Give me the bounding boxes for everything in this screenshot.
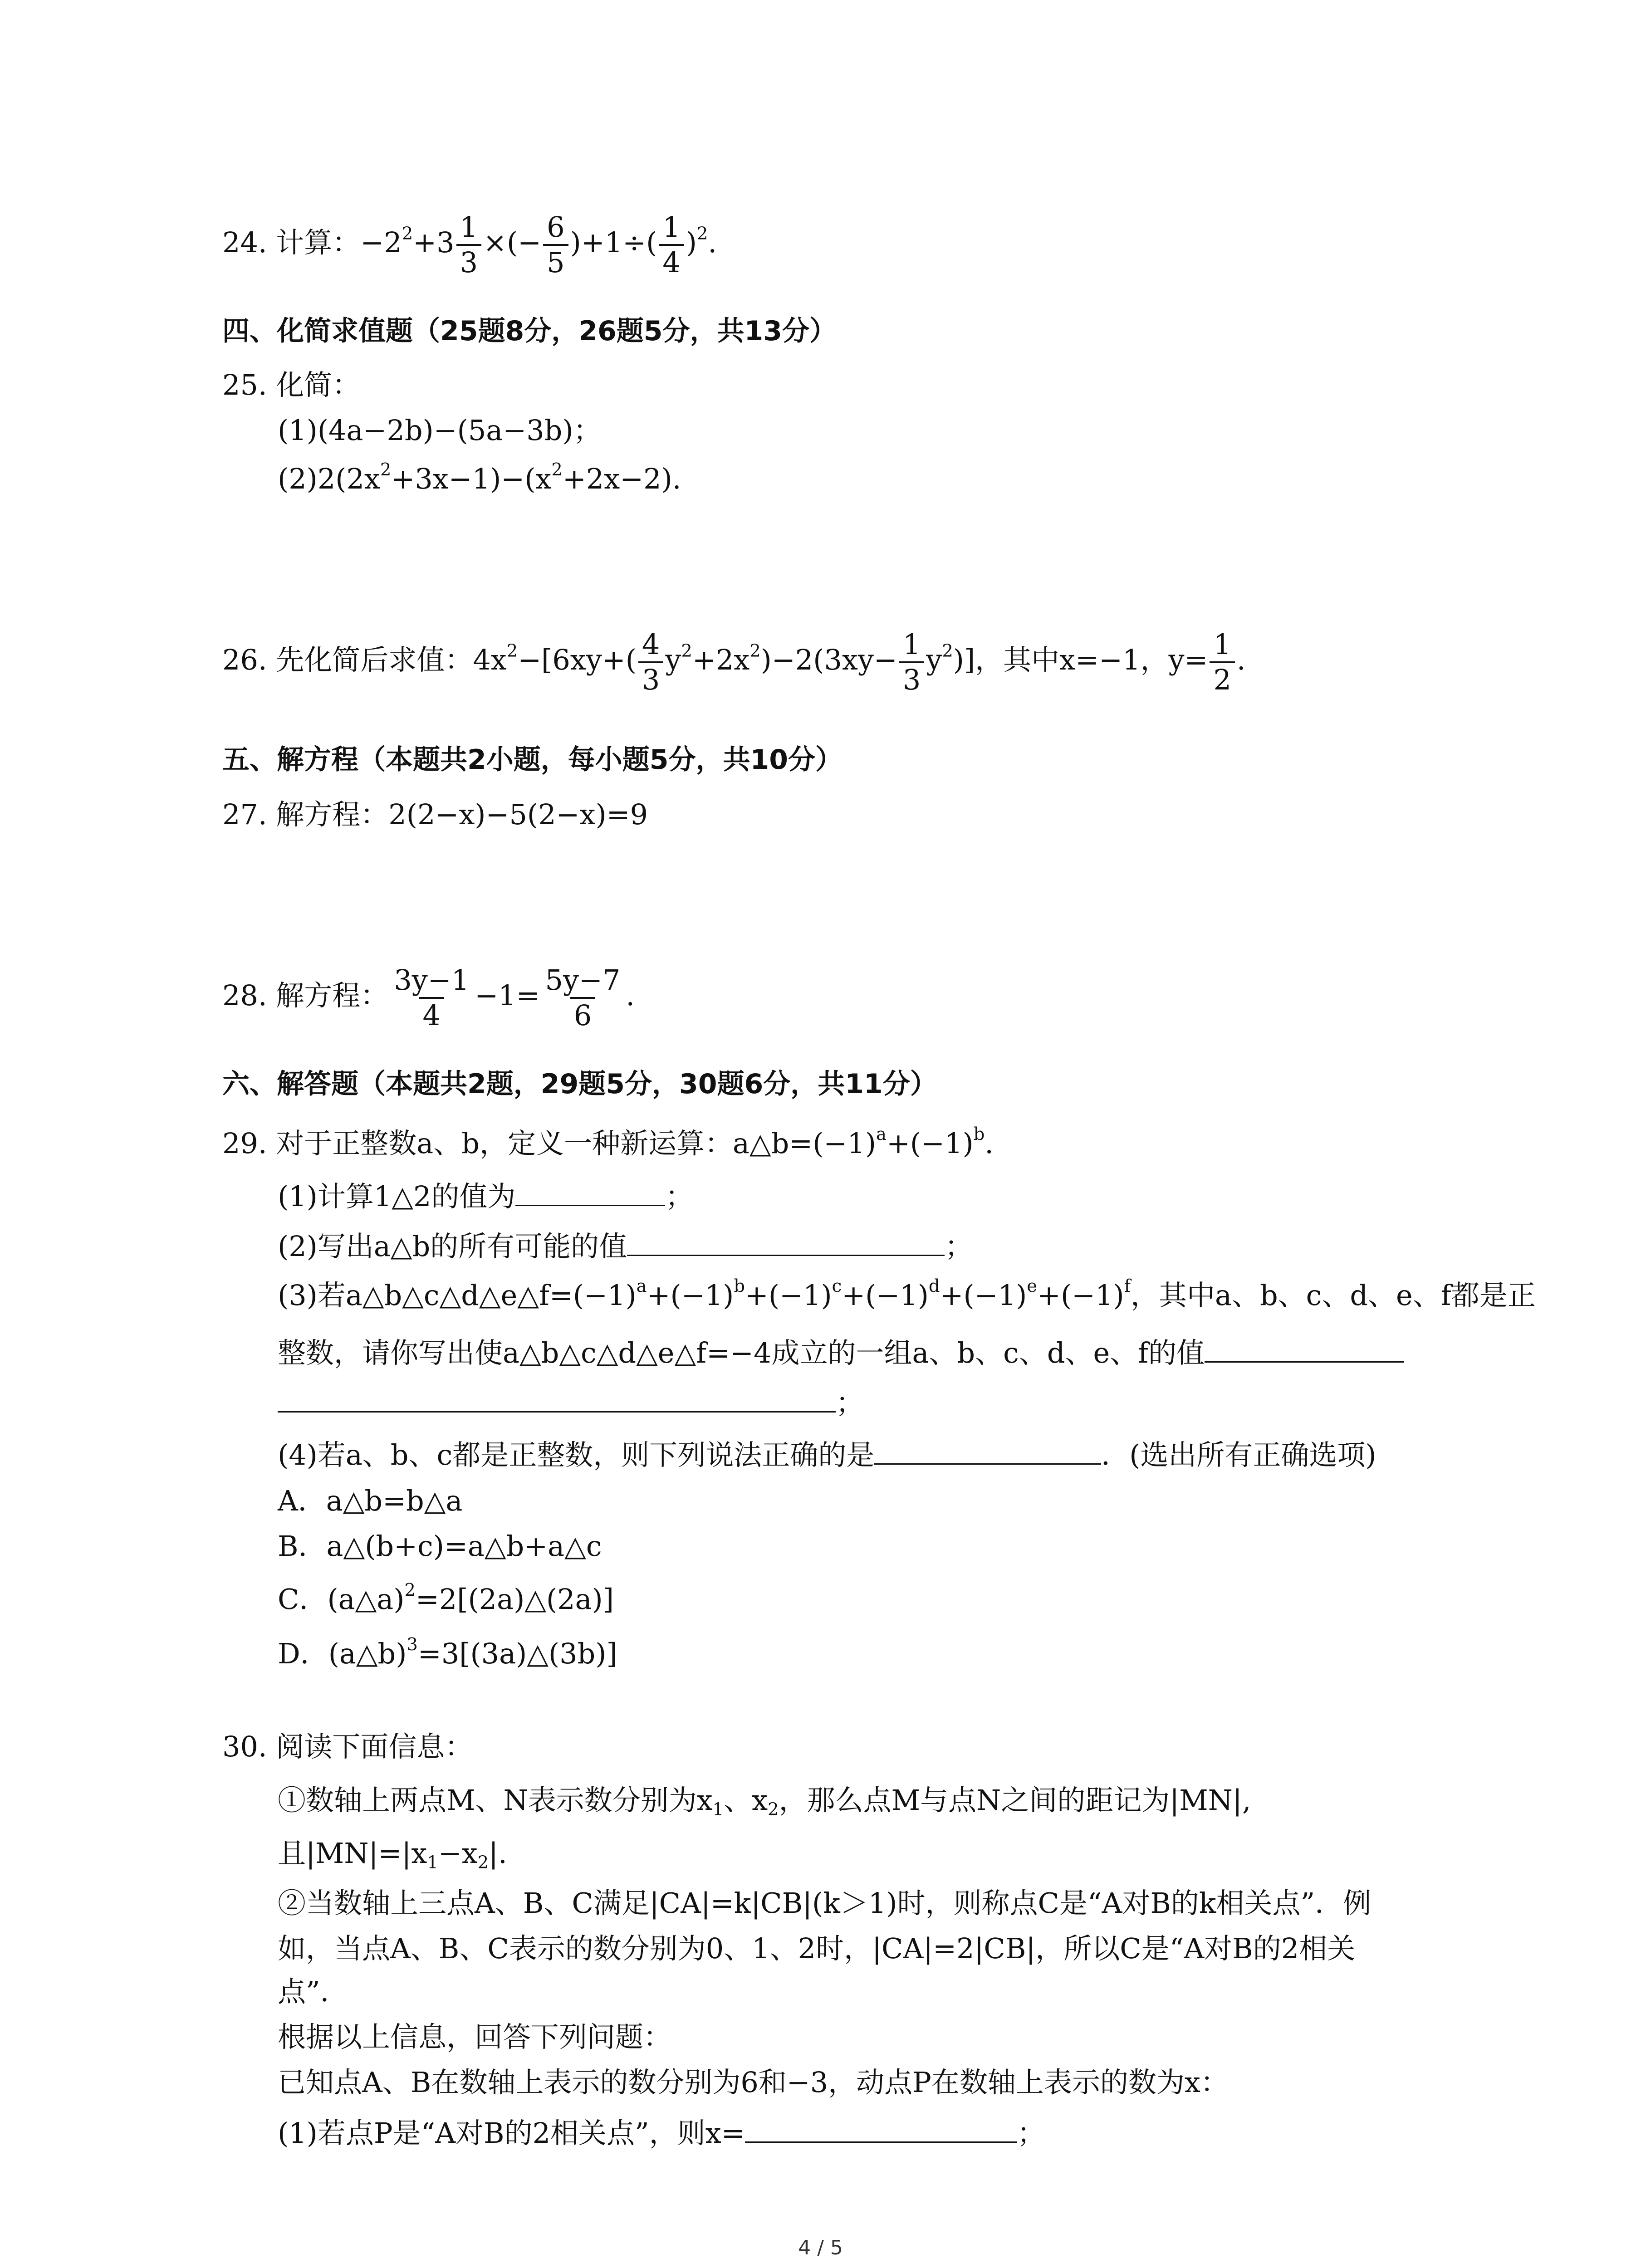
section-heading-4: 四、化简求值题（25题8分，26题5分，共13分） — [222, 315, 837, 347]
fraction: $\frac{6}{5}$ — [543, 213, 568, 277]
page-number: 4 / 5 — [798, 2236, 843, 2259]
question-25-part-2: $(2)2(2x^2+3x-1)-(x^2+2x-2)$. — [278, 459, 681, 495]
question-29-part-1: (1)计算1△2的值为 ； — [278, 1180, 694, 1213]
fraction: $\frac{4}{3}$ — [638, 631, 663, 694]
option-d: D．(a△b)$^3$=3[(3a)△(3b)] — [278, 1634, 617, 1670]
fraction: $\frac{1}{4}$ — [659, 213, 684, 277]
fraction: $\frac{5y-7}{6}$ — [545, 963, 621, 1032]
question-28: 28. 解方程： $\frac{3y-1}{4}$ −1= $\frac{5y-7}{6}$ . — [222, 963, 635, 1032]
question-30-part-1: (1)若点P是“A对B的2相关点”，则x= ； — [278, 2116, 1045, 2150]
question-25: 25. 化简： — [222, 368, 361, 401]
question-24: 24. 计算：$-2^2+3$ $\frac{1}{3}$ ×(− $\frac{6}{5}$ )+1÷( $\frac{1}{4}$ )$^2$. — [222, 210, 717, 279]
answer-blank[interactable] — [278, 1386, 836, 1413]
question-27: 27. 解方程：2(2−x)−5(2−x)=9 — [222, 798, 648, 831]
question-30-line-5: 点”． — [278, 1975, 348, 2008]
fraction: $\frac{1}{3}$ — [456, 213, 481, 277]
answer-blank[interactable] — [745, 2116, 1017, 2143]
question-29-part-2: (2)写出a△b的所有可能的值 ； — [278, 1230, 973, 1263]
question-29-part-4: (4)若a、b、c都是正整数，则下列说法正确的是 ．(选出所有正确选项) — [278, 1438, 1376, 1471]
question-30-line-1: ①数轴上两点M、N表示数分别为$x_1$、$x_2$，那么点M与点N之间的距记为|MN|, — [278, 1784, 1251, 1820]
answer-blank[interactable] — [627, 1229, 945, 1256]
question-29-part-3-blank: ； — [278, 1386, 864, 1417]
option-a: A．a△b=b△a — [278, 1484, 463, 1517]
question-30-line-4: 如，当点A、B、C表示的数分别为0、1、2时，|CA|=2|CB|，所以C是“A对B的2相关 — [278, 1932, 1356, 1965]
answer-blank[interactable] — [1205, 1336, 1404, 1363]
question-30-stem: 30. 阅读下面信息： — [222, 1730, 473, 1763]
question-30-line-3: ②当数轴上三点A、B、C满足|CA|=k|CB|(k＞1)时，则称点C是“A对B的k相关点”．例 — [278, 1887, 1372, 1920]
question-30-line-6: 根据以上信息，回答下列问题： — [278, 2020, 672, 2053]
option-b: B．a△(b+c)=a△b+a△c — [278, 1530, 602, 1563]
question-26: 26. 先化简后求值：$4x^2-[6xy+$( $\frac{4}{3}$ $y^2+2x^2)-2(3xy-$ $\frac{1}{3}$ $y^2$)]，其中x=−1，y= $\frac{1}{2}$ . — [222, 628, 1246, 696]
question-29-part-3-cont: 整数，请你写出使a△b△c△d△e△f=−4成立的一组a、b、c、d、e、f的值 — [278, 1336, 1404, 1367]
question-29-stem: 29. 对于正整数a、b，定义一种新运算：$a\triangle b=(-1)^a+(-1)^b$. — [222, 1124, 994, 1160]
option-c: C．(a△a)$^2$=2[(2a)△(2a)] — [278, 1580, 614, 1616]
answer-blank[interactable] — [874, 1438, 1101, 1465]
fraction: $\frac{3y-1}{4}$ — [394, 963, 470, 1032]
question-25-part-1: (1)(4a−2b)−(5a−3b)； — [278, 414, 602, 447]
question-30-line-2: 且$|MN|=|x_1-x_2|$. — [278, 1837, 507, 1873]
section-heading-6: 六、解答题（本题共2题，29题5分，30题6分，共11分） — [222, 1068, 937, 1100]
question-29-part-3: (3)若$a\triangle b\triangle c\triangle d\triangle e\triangle f=(-1)^a+(-1)^b+(-1)^c+(-1)^d+(-1)^e+(-1)^f$，其中a、b、c、d、e、f都是正 — [278, 1276, 1536, 1312]
section-heading-5: 五、解方程（本题共2小题，每小题5分，共10分） — [222, 744, 843, 776]
answer-blank[interactable] — [515, 1179, 665, 1206]
fraction: $\frac{1}{3}$ — [899, 631, 924, 694]
question-30-line-7: 已知点A、B在数轴上表示的数分别为6和−3，动点P在数轴上表示的数为x： — [278, 2066, 1229, 2099]
fraction: $\frac{1}{2}$ — [1210, 631, 1234, 694]
